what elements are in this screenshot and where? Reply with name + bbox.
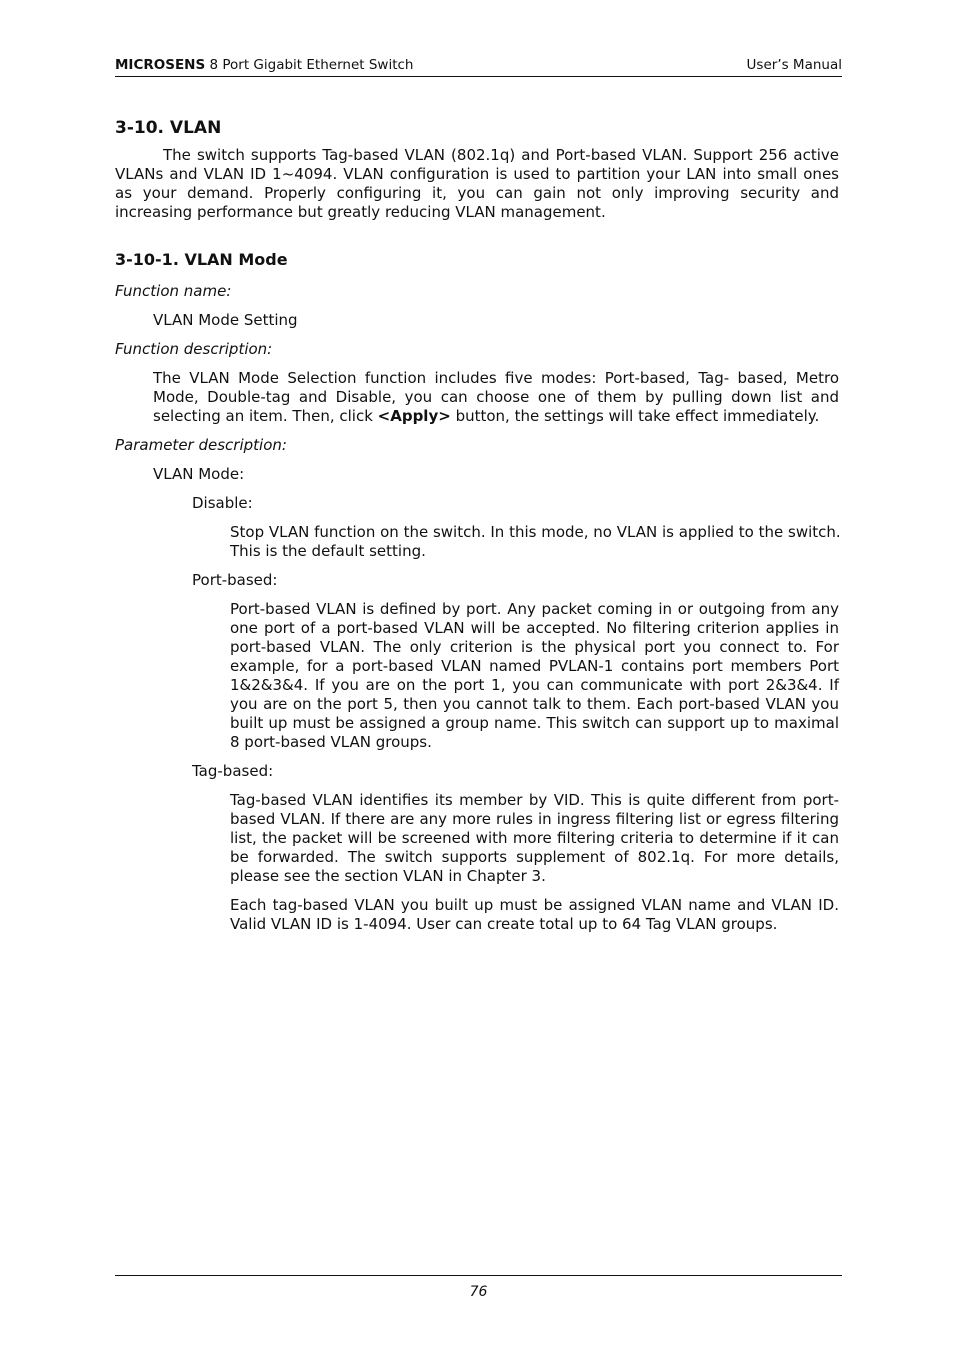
tag-based-text-1: Tag-based VLAN identifies its member by VID. This is quite different from port-based VLAN. If there are any more rules in ingress filtering list or egress filtering list, the packet will be screened with more filtering criteria to determine if it can be forwarded. The switch supports supplement of 802.1q. For more details, please see the section VLAN in Chapter 3. (230, 791, 839, 885)
function-name: VLAN Mode Setting (153, 311, 298, 329)
vlan-mode-label: VLAN Mode: (153, 465, 245, 483)
subsection-title: 3-10-1. VLAN Mode (115, 250, 288, 269)
header-product: 8 Port Gigabit Ethernet Switch (205, 57, 414, 73)
header-brand: MICROSENS (115, 57, 206, 73)
page-footer (115, 1275, 842, 1300)
header-manual: User’s Manual (746, 57, 842, 73)
parameter-description-label: Parameter description: (115, 436, 287, 454)
function-description (153, 369, 839, 426)
disable-label: Disable: (192, 494, 253, 512)
page-number: 76 (469, 1284, 488, 1300)
apply-keyword: <Apply> (377, 407, 451, 425)
section-title: 3-10. VLAN (115, 118, 222, 138)
disable-text: Stop VLAN function on the switch. In this mode, no VLAN is applied to the switch. This is the default setting. (230, 523, 841, 560)
function-description-label: Function description: (115, 340, 273, 358)
port-based-label: Port-based: (192, 571, 278, 589)
tag-based-label: Tag-based: (192, 762, 274, 780)
function-description-part-a: The VLAN Mode Selection function includes five modes: Port-based, Tag- based, Metro Mode, Double-tag and Disable, you can choose one of them by pulling down list and selecting an item. Then, click (153, 369, 839, 425)
page-header (115, 56, 842, 77)
section-intro: The switch supports Tag-based VLAN (802.1q) and Port-based VLAN. Support 256 active VLANs and VLAN ID 1~4094. VLAN configuration is used to partition your LAN into small ones as your demand. Properly configuring it, you can gain not only improving security and increasing performance but greatly reducing VLAN management. (115, 146, 839, 221)
tag-based-text-2: Each tag-based VLAN you built up must be assigned VLAN name and VLAN ID. Valid VLAN ID is 1-4094. User can create total up to 64 Tag VLAN groups. (230, 896, 839, 933)
header-title (115, 57, 413, 73)
port-based-text: Port-based VLAN is defined by port. Any packet coming in or outgoing from any one port of a port-based VLAN will be accepted. No filtering criterion applies in port-based VLAN. The only criterion is the physical port you connect to. For example, for a port-based VLAN named PVLAN-1 contains port members Port 1&2&3&4. If you are on the port 1, you can communicate with port 2&3&4. If you are on the port 5, then you cannot talk to them. Each port-based VLAN you built up must be assigned a group name. This switch can support up to maximal 8 port-based VLAN groups. (230, 600, 839, 751)
function-name-label: Function name: (115, 282, 232, 300)
page-content (115, 116, 839, 944)
function-description-part-b: button, the settings will take effect immediately. (450, 407, 820, 425)
